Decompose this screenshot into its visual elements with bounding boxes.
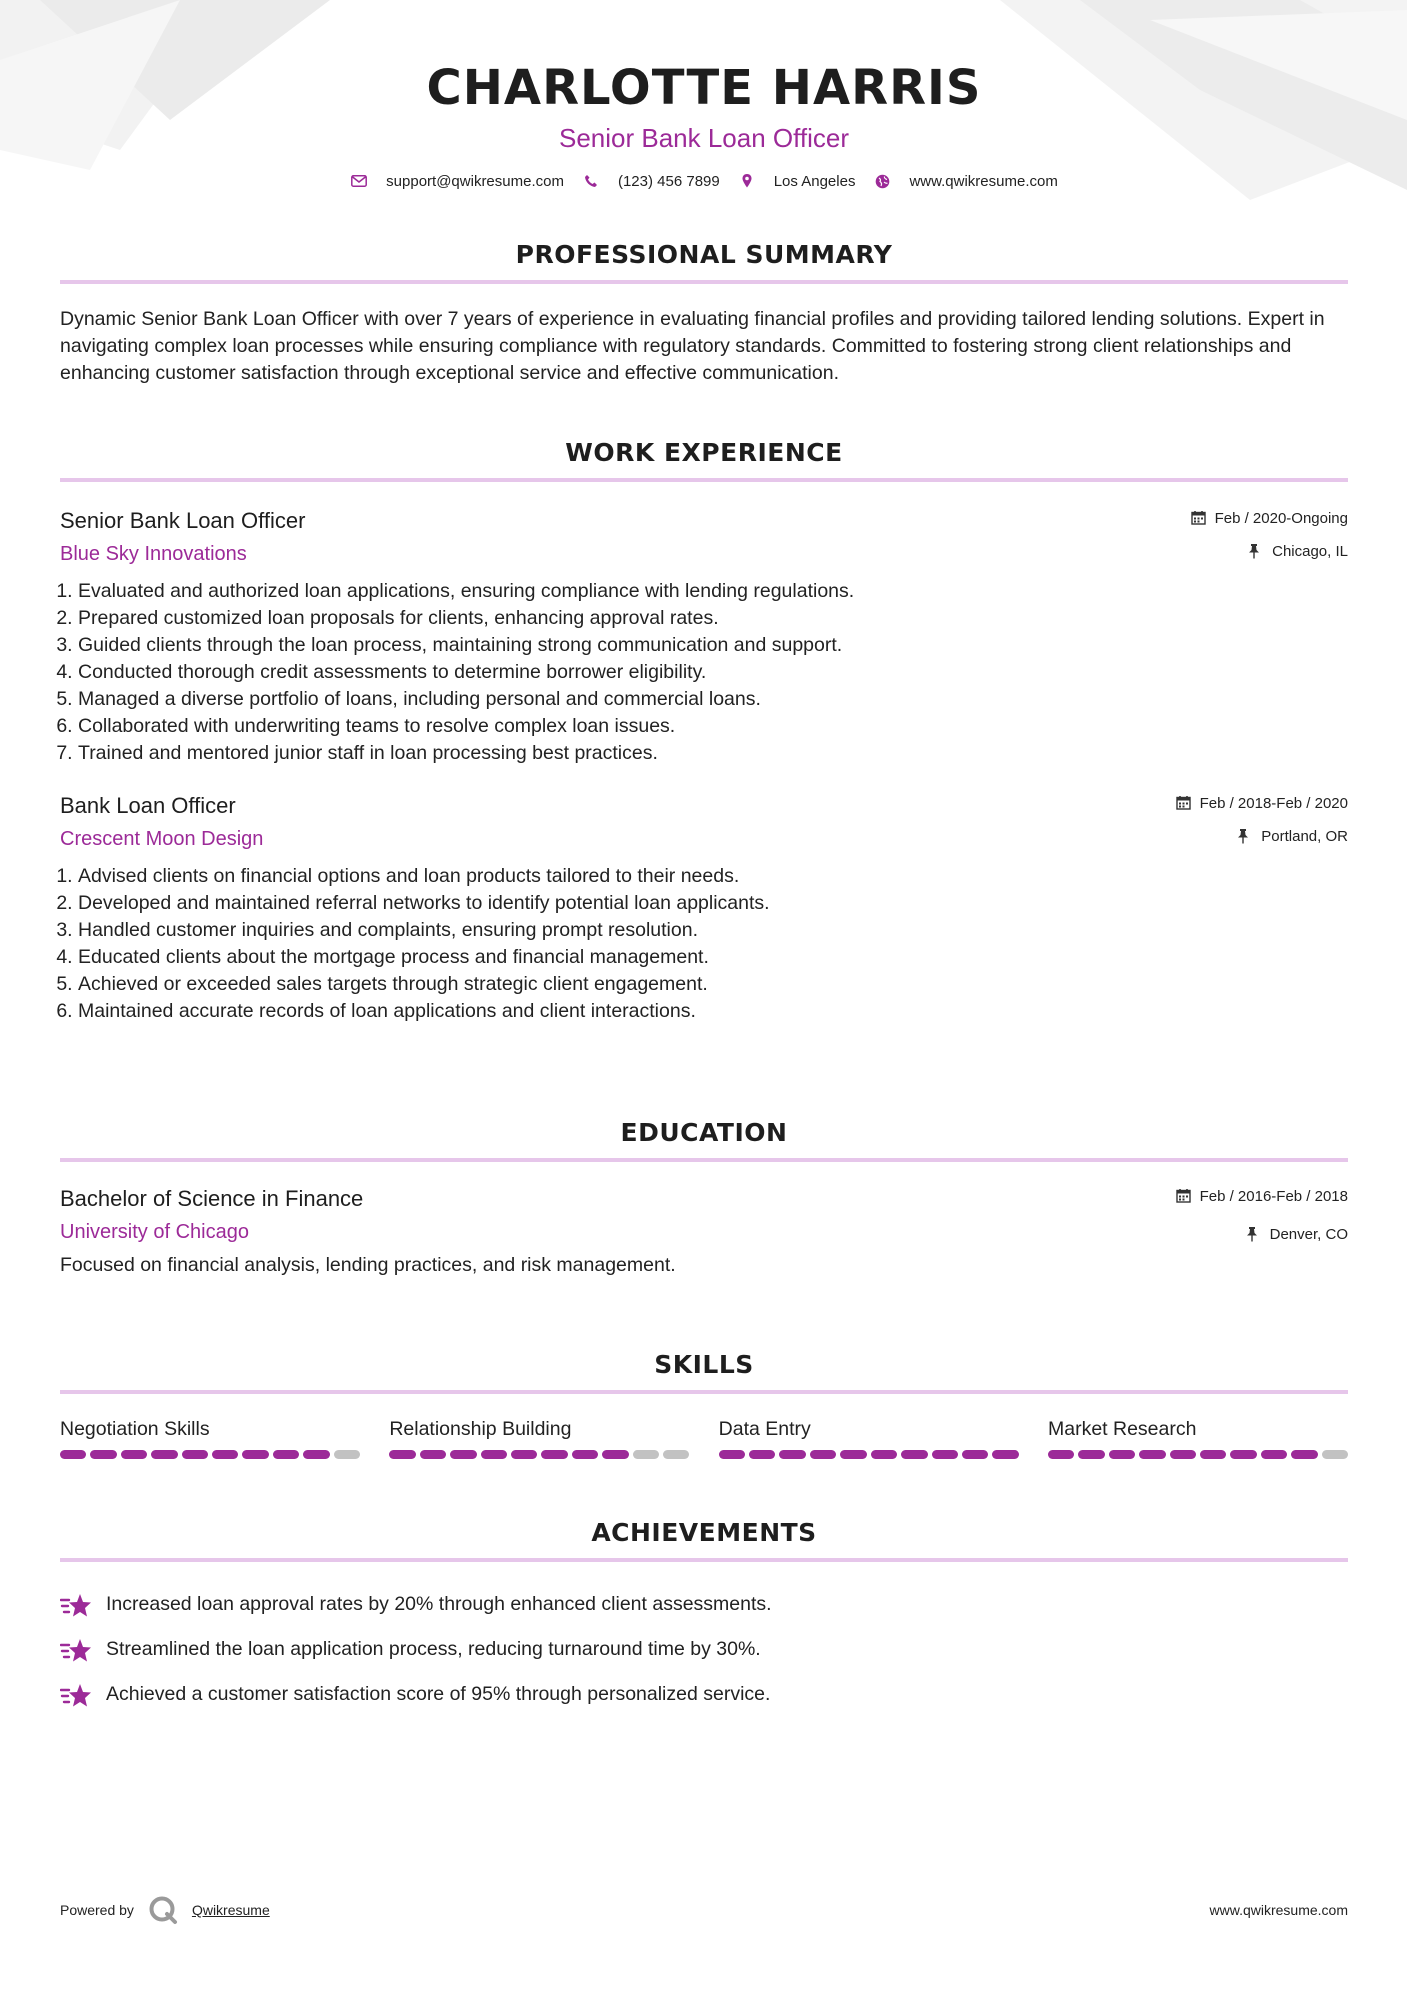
skill-segment-filled xyxy=(90,1450,116,1459)
section-divider xyxy=(60,478,1348,482)
achievement-text: Increased loan approval rates by 20% through enhanced client assessments. xyxy=(106,1593,772,1615)
resume-header xyxy=(60,0,1348,190)
achievement-item xyxy=(60,1582,1348,1627)
skill-name: Relationship Building xyxy=(389,1418,572,1440)
skill-segment-filled xyxy=(932,1450,958,1459)
skill-segment-filled xyxy=(962,1450,988,1459)
contact-location-text: Los Angeles xyxy=(773,172,856,190)
skills-row xyxy=(60,1416,1348,1459)
skill-segment-filled xyxy=(901,1450,927,1459)
pushpin-icon xyxy=(1246,1226,1262,1242)
duty-item: 3. Guided clients through the loan process, maintaining strong communication and support. xyxy=(78,632,1348,659)
duty-item: 5. Managed a diverse portfolio of loans, including personal and commercial loans. xyxy=(78,686,1348,713)
school-name: University of Chicago xyxy=(60,1221,249,1243)
skill-segment-filled xyxy=(1078,1450,1104,1459)
skill-segment-filled xyxy=(212,1450,238,1459)
contact-email-text: support@qwikresume.com xyxy=(386,172,564,190)
contact-phone-text: (123) 456 7899 xyxy=(617,172,720,190)
skill-segment-empty xyxy=(1322,1450,1348,1459)
skill-name: Negotiation Skills xyxy=(60,1418,210,1440)
contact-email[interactable] xyxy=(350,172,564,190)
skill-segment-filled xyxy=(151,1450,177,1459)
duty-item: 6. Maintained accurate records of loan applications and client interactions. xyxy=(78,998,1348,1025)
skill-segment-filled xyxy=(389,1450,415,1459)
skill-item xyxy=(1048,1416,1348,1459)
contact-website[interactable] xyxy=(873,172,1057,190)
summary-section xyxy=(60,240,1348,387)
education-description: Focused on financial analysis, lending practices, and risk management. xyxy=(60,1254,676,1276)
skill-name: Data Entry xyxy=(718,1418,811,1440)
duty-item: 2. Prepared customized loan proposals for clients, enhancing approval rates. xyxy=(78,605,1348,632)
calendar-icon xyxy=(1176,795,1192,811)
skill-segment-filled xyxy=(719,1450,745,1459)
skill-segment-empty xyxy=(334,1450,360,1459)
calendar-icon xyxy=(1191,510,1207,526)
duty-item: 4. Conducted thorough credit assessments to determine borrower eligibility. xyxy=(78,659,1348,686)
skill-segment-filled xyxy=(1048,1450,1074,1459)
candidate-name: CHARLOTTE HARRIS xyxy=(426,60,982,116)
pushpin-icon xyxy=(1248,543,1264,559)
achievement-text: Streamlined the loan application process, reducing turnaround time by 30%. xyxy=(106,1638,761,1660)
degree-name: Bachelor of Science in Finance xyxy=(60,1186,364,1211)
achievements-section xyxy=(60,1518,1348,1717)
skill-segment-filled xyxy=(242,1450,268,1459)
job-company: Crescent Moon Design xyxy=(60,828,264,850)
education-entry xyxy=(60,1184,1348,1279)
job-location: Portland, OR xyxy=(1261,827,1348,845)
qwikresume-logo-icon xyxy=(148,1895,178,1925)
section-divider xyxy=(60,280,1348,284)
duty-item: 5. Achieved or exceeded sales targets through strategic client engagement. xyxy=(78,971,1348,998)
job-duties-list xyxy=(60,578,1348,767)
section-divider xyxy=(60,1390,1348,1394)
skill-segment-filled xyxy=(303,1450,329,1459)
skill-level-bar xyxy=(60,1450,360,1459)
skill-level-bar xyxy=(719,1450,1019,1459)
skill-segment-filled xyxy=(511,1450,537,1459)
skill-item xyxy=(719,1416,1019,1459)
duty-item: 2. Developed and maintained referral networks to identify potential loan applicants. xyxy=(78,890,1348,917)
skill-segment-filled xyxy=(1109,1450,1135,1459)
job-role: Senior Bank Loan Officer xyxy=(60,508,306,533)
skill-segment-filled xyxy=(1230,1450,1256,1459)
education-dates: Feb / 2016-Feb / 2018 xyxy=(1199,1187,1348,1205)
skill-name: Market Research xyxy=(1047,1418,1197,1440)
page-footer xyxy=(60,1895,1348,1925)
skill-segment-empty xyxy=(663,1450,689,1459)
achievements-list xyxy=(60,1582,1348,1717)
globe-icon xyxy=(873,172,891,190)
pushpin-icon xyxy=(1237,828,1253,844)
job-company: Blue Sky Innovations xyxy=(60,543,247,565)
summary-text: Dynamic Senior Bank Loan Officer with over 7 years of experience in evaluating financial profiles and providing tailored lending solutions. Expert in navigating complex loan processes while ensuring compliance with regulatory standards. Committed to fostering strong client relationships and enhancing customer satisfaction through exceptional service and effective communication. xyxy=(60,308,1325,384)
calendar-icon xyxy=(1176,1188,1192,1204)
skills-heading: SKILLS xyxy=(654,1350,754,1379)
skill-segment-filled xyxy=(481,1450,507,1459)
achievements-heading: ACHIEVEMENTS xyxy=(591,1518,817,1547)
phone-icon xyxy=(582,172,600,190)
qwikresume-link[interactable]: Qwikresume xyxy=(191,1902,270,1918)
job-location: Chicago, IL xyxy=(1272,542,1348,560)
skill-segment-filled xyxy=(840,1450,866,1459)
skill-segment-filled xyxy=(182,1450,208,1459)
job-role: Bank Loan Officer xyxy=(60,793,236,818)
skill-segment-filled xyxy=(810,1450,836,1459)
section-divider xyxy=(60,1558,1348,1562)
skill-segment-filled xyxy=(572,1450,598,1459)
experience-heading: WORK EXPERIENCE xyxy=(565,438,843,467)
contact-location xyxy=(738,172,856,190)
skill-level-bar xyxy=(389,1450,689,1459)
duty-item: 3. Handled customer inquiries and complaints, ensuring prompt resolution. xyxy=(78,917,1348,944)
skill-item xyxy=(60,1416,360,1459)
shooting-star-icon xyxy=(60,1591,92,1619)
summary-heading: PROFESSIONAL SUMMARY xyxy=(515,240,893,269)
job-entry-1 xyxy=(60,506,1348,767)
map-pin-icon xyxy=(738,172,756,190)
duty-item: 1. Advised clients on financial options and loan products tailored to their needs. xyxy=(78,863,1348,890)
achievement-text: Achieved a customer satisfaction score of 95% through personalized service. xyxy=(106,1683,771,1705)
skill-segment-filled xyxy=(992,1450,1018,1459)
skill-segment-filled xyxy=(420,1450,446,1459)
skill-segment-filled xyxy=(749,1450,775,1459)
experience-section xyxy=(60,438,1348,1025)
powered-by-label: Powered by xyxy=(60,1902,134,1918)
achievement-item xyxy=(60,1627,1348,1672)
skill-segment-filled xyxy=(541,1450,567,1459)
contact-row xyxy=(60,172,1348,190)
job-duties-list xyxy=(60,863,1348,1025)
contact-phone[interactable] xyxy=(582,172,720,190)
duty-item: 7. Trained and mentored junior staff in loan processing best practices. xyxy=(78,740,1348,767)
education-section xyxy=(60,1118,1348,1279)
shooting-star-icon xyxy=(60,1681,92,1709)
skills-section xyxy=(60,1350,1348,1459)
achievement-item xyxy=(60,1672,1348,1717)
job-dates: Feb / 2018-Feb / 2020 xyxy=(1199,794,1348,812)
contact-website-text: www.qwikresume.com xyxy=(909,172,1058,190)
skill-segment-filled xyxy=(602,1450,628,1459)
skill-segment-empty xyxy=(633,1450,659,1459)
shooting-star-icon xyxy=(60,1636,92,1664)
skill-level-bar xyxy=(1048,1450,1348,1459)
duty-item: 6. Collaborated with underwriting teams to resolve complex loan issues. xyxy=(78,713,1348,740)
skill-segment-filled xyxy=(779,1450,805,1459)
education-location: Denver, CO xyxy=(1269,1225,1348,1243)
skill-segment-filled xyxy=(121,1450,147,1459)
candidate-title: Senior Bank Loan Officer xyxy=(558,123,850,153)
skill-segment-filled xyxy=(1200,1450,1226,1459)
job-dates: Feb / 2020-Ongoing xyxy=(1214,509,1348,527)
job-entry-2 xyxy=(60,791,1348,1025)
envelope-icon xyxy=(350,172,368,190)
skill-segment-filled xyxy=(273,1450,299,1459)
skill-segment-filled xyxy=(1139,1450,1165,1459)
education-heading: EDUCATION xyxy=(620,1118,788,1147)
skill-segment-filled xyxy=(871,1450,897,1459)
section-divider xyxy=(60,1158,1348,1162)
duty-item: 4. Educated clients about the mortgage process and financial management. xyxy=(78,944,1348,971)
skill-segment-filled xyxy=(450,1450,476,1459)
powered-by xyxy=(60,1895,270,1925)
skill-segment-filled xyxy=(60,1450,86,1459)
skill-item xyxy=(389,1416,689,1459)
skill-segment-filled xyxy=(1170,1450,1196,1459)
skill-segment-filled xyxy=(1261,1450,1287,1459)
duty-item: 1. Evaluated and authorized loan applications, ensuring compliance with lending regulations. xyxy=(78,578,1348,605)
footer-website-link[interactable]: www.qwikresume.com xyxy=(1209,1902,1348,1918)
skill-segment-filled xyxy=(1291,1450,1317,1459)
